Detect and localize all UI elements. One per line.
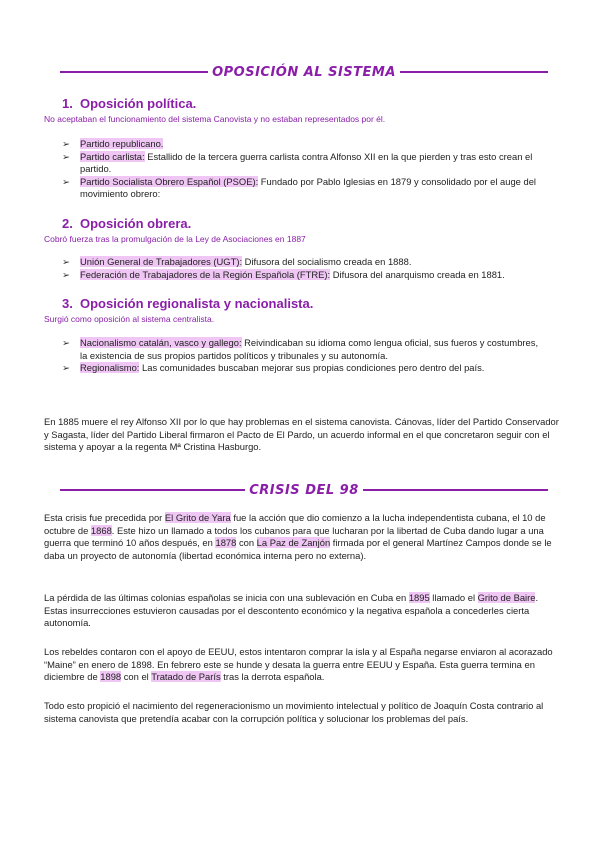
list-item [62, 256, 542, 269]
heading-rule-right [363, 489, 548, 491]
item-text: Reivindicaban su idioma como lengua oficial, sus fueros y costumbres, la existencia de sus propios partidos políticos y tribunales y su autonomía. [80, 337, 539, 361]
list-item [62, 269, 542, 282]
highlighted-term: 1898 [100, 671, 122, 683]
heading-title: OPOSICIÓN AL SISTEMA [212, 64, 396, 80]
section-heading-crisis [60, 482, 548, 498]
paragraph-pacto-pardo: En 1885 muere el rey Alfonso XII por lo que hay problemas en el sistema canovista. Cánovas, líder del Partido Conservador y Sagasta, líder del Partido Liberal firmaron el Pacto de El Pardo, un acuerdo informal en el que concretaron seguir con el sistema y apoyar a la regenta Mª Cristina Hasburgo. [44, 416, 559, 453]
bullet-list [62, 138, 542, 201]
highlighted-term: Unión General de Trabajadores (UGT): [80, 256, 243, 267]
heading-rule-right [400, 71, 548, 73]
highlighted-term: 1878 [215, 537, 237, 549]
text-run: fue la acción que dio comienzo a la lucha independentista cubana, el 10 de octubre de [44, 512, 546, 536]
arrow-bullet-icon: ➢ [62, 150, 70, 162]
arrow-bullet-icon: ➢ [62, 362, 70, 373]
list-item [62, 337, 542, 362]
list-item [62, 176, 542, 201]
text-run: con el [121, 671, 152, 683]
text-run: . Estas insurrecciones estuvieron causadas por el descontento económico y la negativa española a concederles cierta autonomía. [44, 592, 539, 629]
list-item [62, 138, 542, 151]
paragraph-grito-baire [44, 592, 559, 630]
subsection-subtitle: Cobró fuerza tras la promulgación de la Ley de Asociaciones en 1887 [44, 234, 306, 244]
text-run: firmada por el general Martínez Campos donde se le daba un proyecto de autonomía (libertad económica interna pero no externa). [44, 537, 552, 561]
arrow-bullet-icon: ➢ [62, 337, 70, 348]
list-item [62, 151, 542, 176]
highlighted-term: Grito de Baire [477, 592, 536, 603]
arrow-bullet-icon: ➢ [62, 138, 70, 149]
subsection-title-regional: 3. Oposición regionalista y nacionalista. [62, 296, 314, 311]
text-run: con [236, 537, 257, 549]
heading-rule-left [60, 71, 208, 73]
section-heading-opposition [60, 64, 548, 80]
paragraph-grito-yara [44, 512, 559, 562]
highlighted-term: Partido carlista: [80, 150, 145, 162]
highlighted-term: El Grito de Yara [164, 512, 231, 523]
highlighted-term: La Paz de Zanjón [256, 537, 331, 549]
item-text: Las comunidades buscaban mejorar sus propias condiciones pero dentro del país. [139, 362, 485, 373]
arrow-bullet-icon: ➢ [62, 268, 70, 280]
text-run: Los rebeldes contaron con el apoyo de EEUU, estos intentaron comprar la isla y al España negarse enviaron al acorazado “Maine” en enero de 1898. En febrero este se hunde y desata la guerra entre EEUU y España. Esta guerra termina en diciembre de [44, 646, 553, 683]
item-text: Difusora del anarquismo creada en 1881. [330, 268, 505, 280]
paragraph-regeneracionismo: Todo esto propició el nacimiento del regeneracionismo un movimiento intelectual y político de Joaquín Costa contrario al sistema canovista que pretendía acabar con la corrupción política y solucionar los problemas del país. [44, 700, 544, 724]
text-run: tras la derrota española. [220, 671, 325, 683]
heading-rule-left [60, 489, 245, 491]
highlighted-term: 1868 [90, 524, 112, 536]
arrow-bullet-icon: ➢ [62, 175, 70, 187]
item-text: Difusora del socialismo creada en 1888. [242, 256, 412, 267]
highlighted-term: Partido republicano. [80, 138, 164, 149]
subsection-title-political: 1. Oposición política. [62, 96, 197, 111]
subsection-subtitle: Surgió como oposición al sistema centralista. [44, 314, 215, 324]
highlighted-term: Federación de Trabajadores de la Región Española (FTRE): [80, 268, 331, 280]
heading-title: CRISIS DEL 98 [249, 482, 359, 498]
bullet-list [62, 256, 542, 281]
text-run: Esta crisis fue precedida por [44, 512, 165, 523]
bullet-list [62, 337, 542, 375]
highlighted-term: 1895 [408, 592, 430, 603]
text-run: llamado el [429, 592, 478, 603]
item-text: Estallido de la tercera guerra carlista contra Alfonso XII en la que pierden y tras esto crean el partido. [80, 150, 533, 174]
text-run: La pérdida de las últimas colonias españolas se inicia con una sublevación en Cuba en [44, 592, 409, 603]
arrow-bullet-icon: ➢ [62, 256, 70, 267]
highlighted-term: Nacionalismo catalán, vasco y gallego: [80, 337, 242, 348]
subsection-title-workers: 2. Oposición obrera. [62, 216, 192, 231]
item-text: Fundado por Pablo Iglesias en 1879 y consolidado por el auge del movimiento obrero: [80, 175, 537, 199]
highlighted-term: Partido Socialista Obrero Español (PSOE): [80, 175, 259, 187]
list-item [62, 362, 542, 375]
highlighted-term: Regionalismo: [80, 362, 140, 373]
highlighted-term: Tratado de París [151, 671, 221, 683]
text-run: . Este hizo un llamado a todos los cubanos para que lucharan por la libertad de Cuba dando lugar a una guerra que terminó 10 años después, en [44, 524, 544, 549]
paragraph-maine [44, 646, 559, 684]
subsection-subtitle: No aceptaban el funcionamiento del sistema Canovista y no estaban representados por él. [44, 114, 386, 124]
